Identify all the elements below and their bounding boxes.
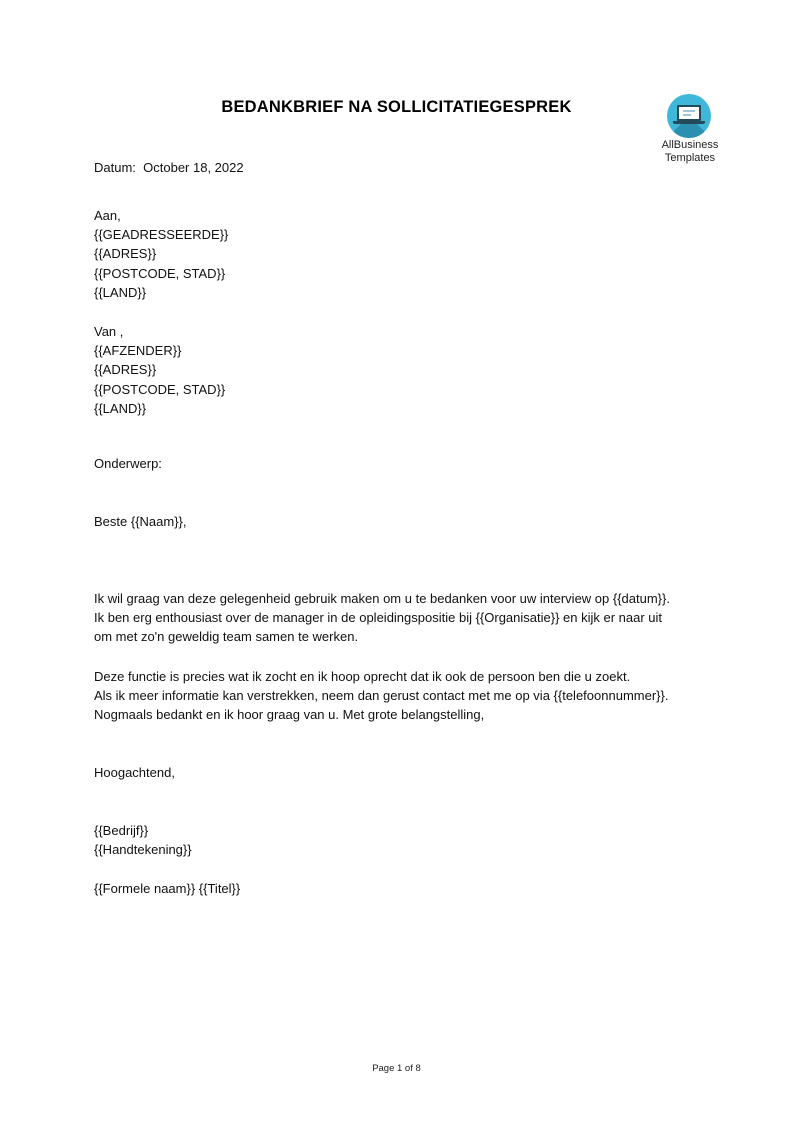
date-value: October 18, 2022: [143, 160, 244, 175]
laptop-icon: [667, 94, 711, 138]
allbusiness-logo: [648, 94, 732, 166]
subject-line: [94, 454, 162, 473]
sender-line: {{AFZENDER}}: [94, 343, 182, 359]
recipient-block: [94, 206, 228, 302]
paragraph-line: Ik wil graag van deze gelegenheid gebruik maken om u te bedanken voor uw interview op {{datum}}.: [94, 591, 670, 606]
greeting: [94, 512, 187, 531]
closing: [94, 763, 175, 782]
recipient-line: {{GEADRESSEERDE}}: [94, 227, 229, 243]
paragraph-line: Nogmaals bedankt en ik hoor graag van u. Met grote belangstelling,: [94, 707, 485, 723]
subject-label: Onderwerp:: [94, 456, 162, 471]
paragraph-line: Als ik meer informatie kan verstrekken, neem dan gerust contact met me op via {{telefoonnummer}}.: [94, 688, 669, 704]
page-number: Page 1 of 8: [372, 1063, 421, 1074]
recipient-label: Aan,: [94, 208, 121, 223]
closing-text: Hoogachtend,: [94, 765, 175, 780]
formal-name-text: {{Formele naam}} {{Titel}}: [94, 881, 241, 896]
sender-block: [94, 322, 225, 418]
paragraph-2: [94, 667, 668, 725]
paragraph-line: Deze functie is precies wat ik zocht en ik hoop oprecht dat ik ook de persoon ben die u zoekt.: [94, 669, 631, 684]
paragraph-line: om met zo'n geweldig team samen te werken.: [94, 629, 359, 645]
sender-line: {{LAND}}: [94, 400, 147, 416]
recipient-line: {{LAND}}: [94, 284, 147, 300]
formal-name: [94, 879, 240, 898]
greeting-text: Beste {{Naam}},: [94, 514, 187, 529]
sender-label: Van ,: [94, 324, 124, 339]
recipient-line: {{POSTCODE, STAD}}: [94, 265, 226, 281]
signature-block: [94, 821, 192, 859]
recipient-line: {{ADRES}}: [94, 246, 157, 262]
paragraph-1: [94, 589, 670, 647]
date-label: Datum:: [94, 160, 136, 175]
sender-line: {{ADRES}}: [94, 362, 157, 378]
logo-text: [648, 139, 732, 164]
signature-line: {{Handtekening}}: [94, 842, 192, 858]
signature-line: {{Bedrijf}}: [94, 823, 149, 838]
paragraph-line: Ik ben erg enthousiast over de manager in de opleidingspositie bij {{Organisatie}} en kijk er naar uit: [94, 610, 663, 626]
logo-line-2: Templates: [664, 151, 716, 164]
logo-line-1: AllBusiness: [661, 139, 719, 151]
sender-line: {{POSTCODE, STAD}}: [94, 381, 226, 397]
document-title: BEDANKBRIEF NA SOLLICITATIEGESPREK: [221, 98, 572, 116]
date-line: [94, 158, 244, 177]
